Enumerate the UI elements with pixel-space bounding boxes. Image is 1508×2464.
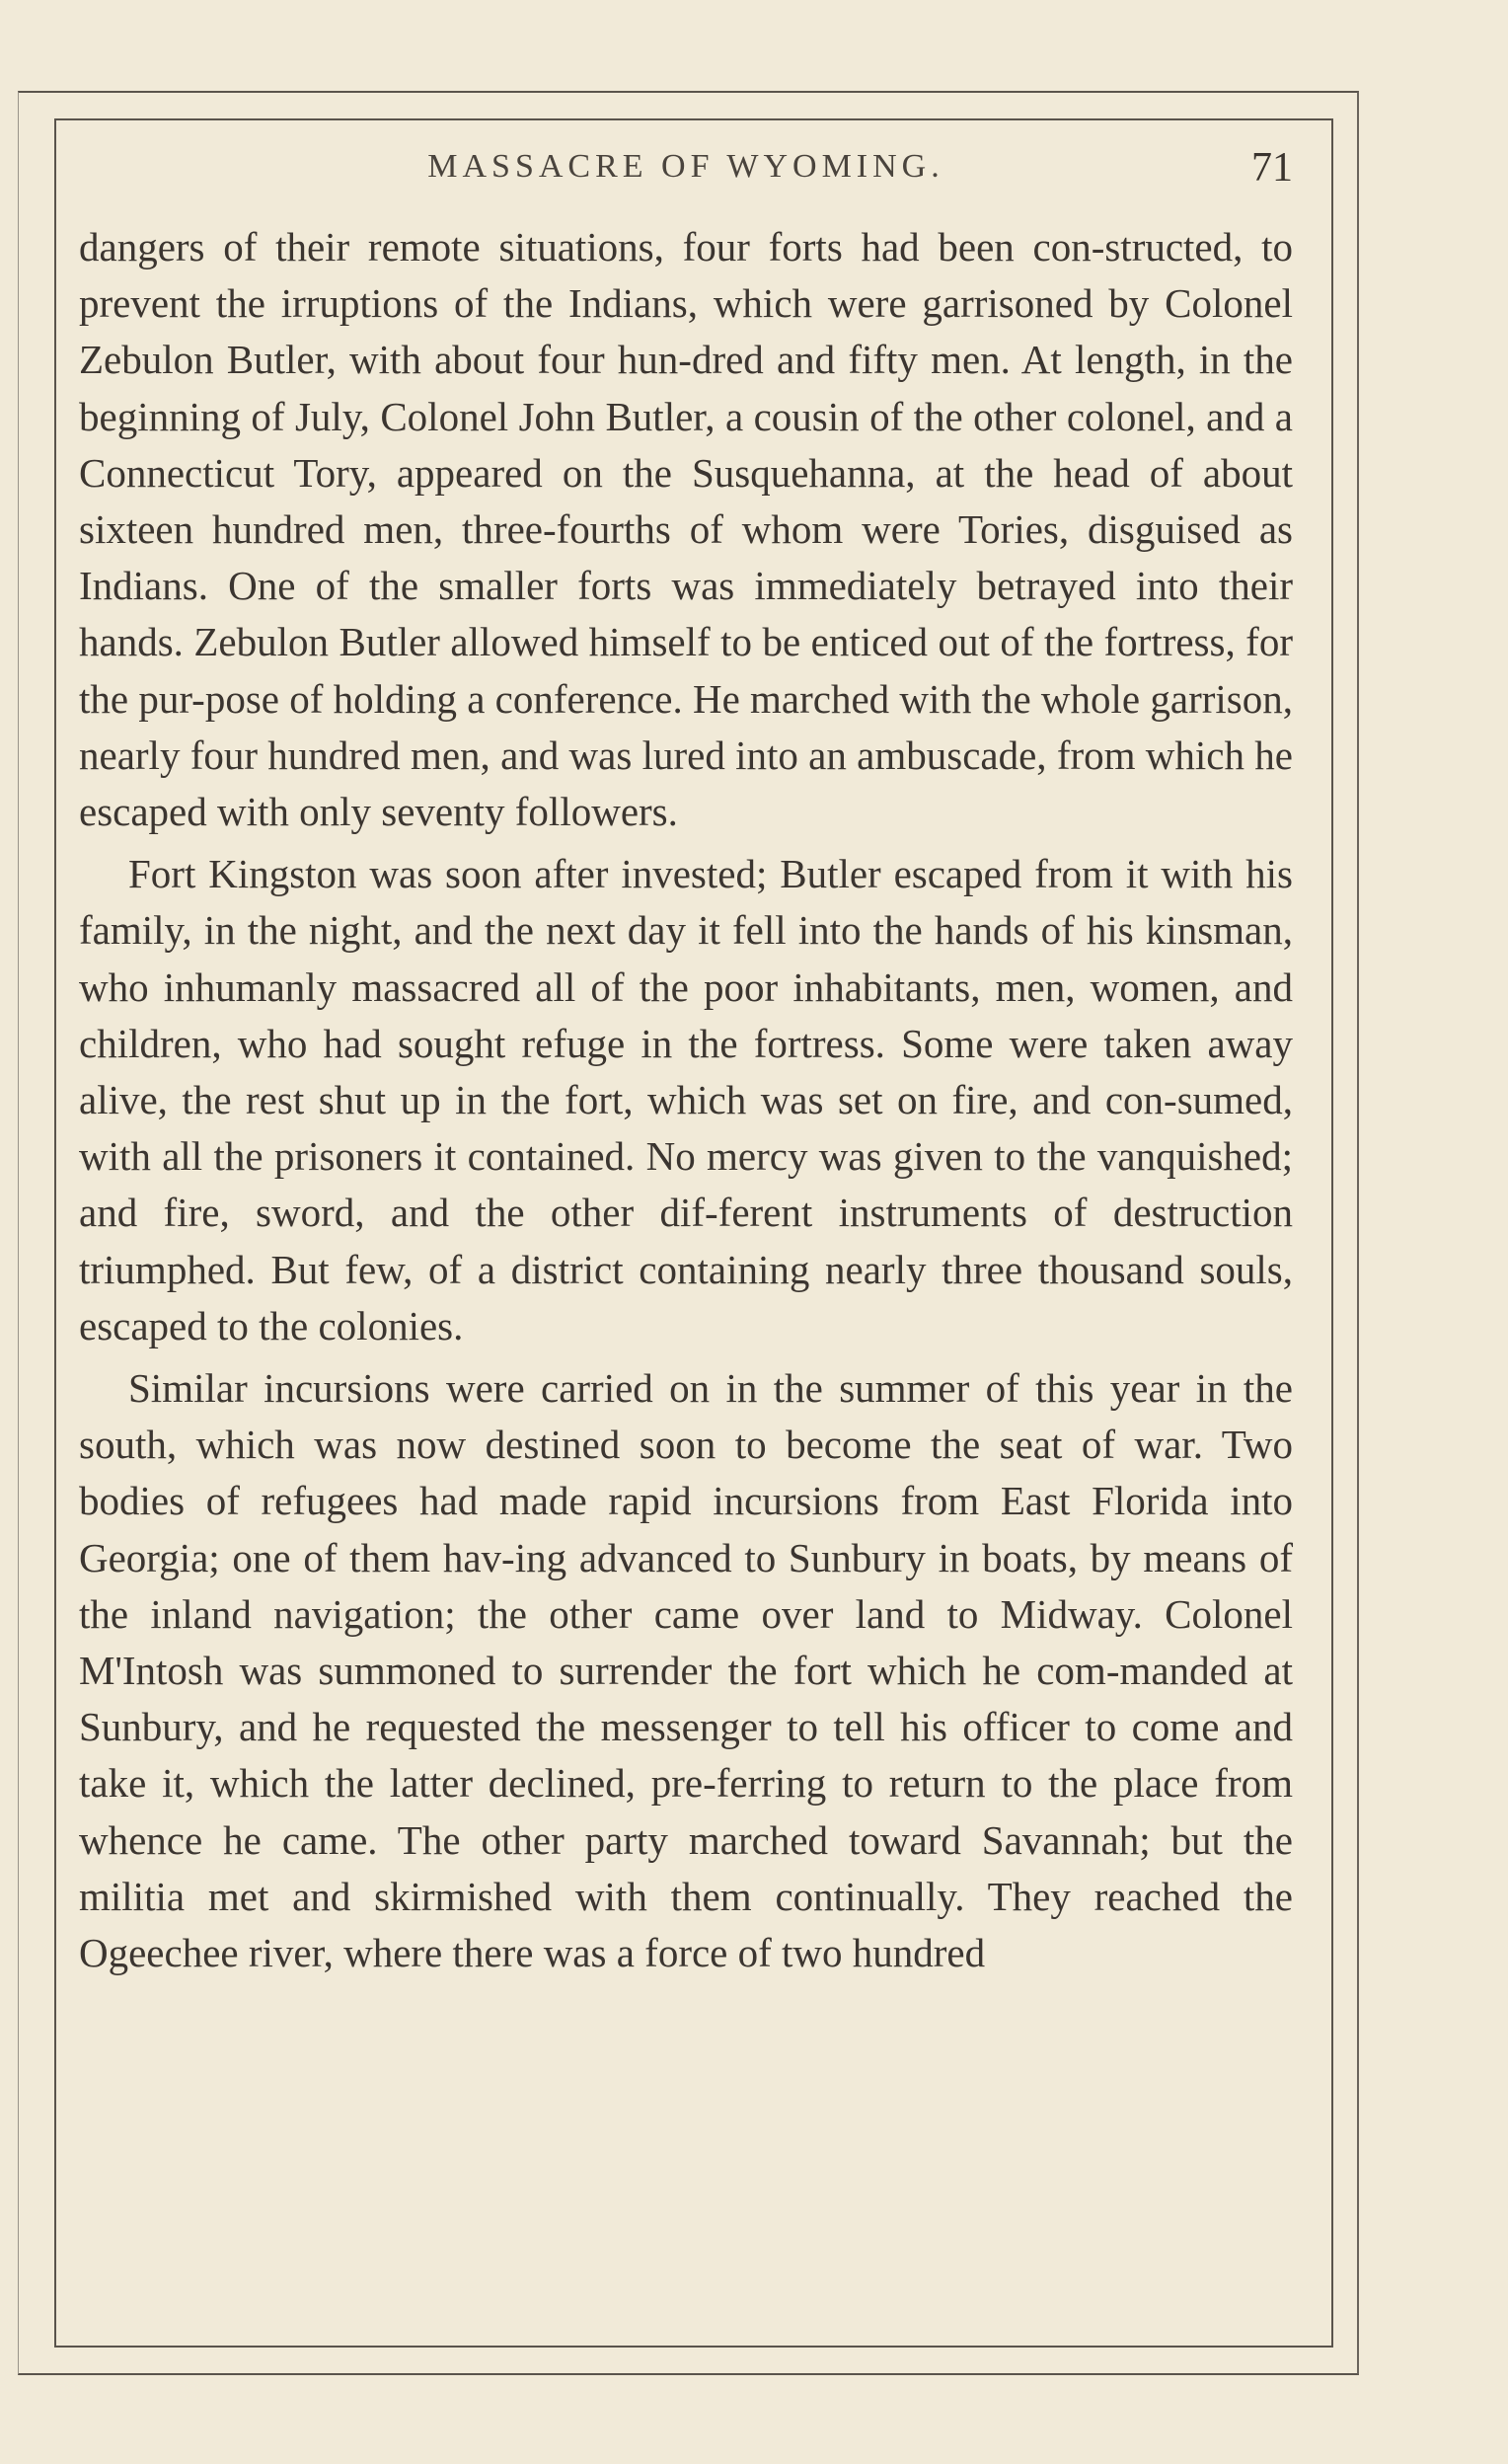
body-text	[79, 219, 1293, 1987]
page-number: 71	[1251, 145, 1293, 191]
running-head: MASSACRE OF WYOMING.	[427, 148, 944, 185]
paragraph-southern-incursions: Similar incursions were carried on in the summer of this year in the south, which was now destined soon to become the seat of war. Two bodies of refugees had made rapid incursions from East Florida into Georgia; one of them hav-ing advanced to Sunbury in boats, by means of the inland navigation; the other came over land to Midway. Colonel M'Intosh was summoned to surrender the fort which he com-manded at Sunbury, and he requested the messenger to tell his officer to come and take it, which the latter declined, pre-ferring to return to the place from whence he came. The other party marched toward Savannah; but the militia met and skirmished with them continually. They reached the Ogeechee river, where there was a force of two hundred	[79, 1365, 1293, 1976]
paragraph-fort-kingston: Fort Kingston was soon after invested; Butler escaped from it with his family, in the night, and the next day it fell into the hands of his kinsman, who inhumanly massacred all of the poor inhabitants, men, women, and children, who had sought refuge in the fortress. Some were taken away alive, the rest shut up in the fort, which was set on fire, and con-sumed, with all the prisoners it contained. No mercy was given to the vanquished; and fire, sword, and the other dif-ferent instruments of destruction triumphed. But few, of a district containing nearly three thousand souls, escaped to the colonies.	[79, 851, 1293, 1348]
paragraph-continuation: dangers of their remote situations, four forts had been con-structed, to prevent the irruptions of the Indians, which were garrisoned by Colonel Zebulon Butler, with about four hun-dred and fifty men. At length, in the beginning of July, Colonel John Butler, a cousin of the other colonel, and a Connecticut Tory, appeared on the Susquehanna, at the head of about sixteen hundred men, three-fourths of whom were Tories, disguised as Indians. One of the smaller forts was immediately betrayed into their hands. Zebulon Butler allowed himself to be enticed out of the fortress, for the pur-pose of holding a conference. He marched with the whole garrison, nearly four hundred men, and was lured into an ambuscade, from which he escaped with only seventy followers.	[79, 224, 1293, 835]
page-header	[69, 138, 1303, 207]
